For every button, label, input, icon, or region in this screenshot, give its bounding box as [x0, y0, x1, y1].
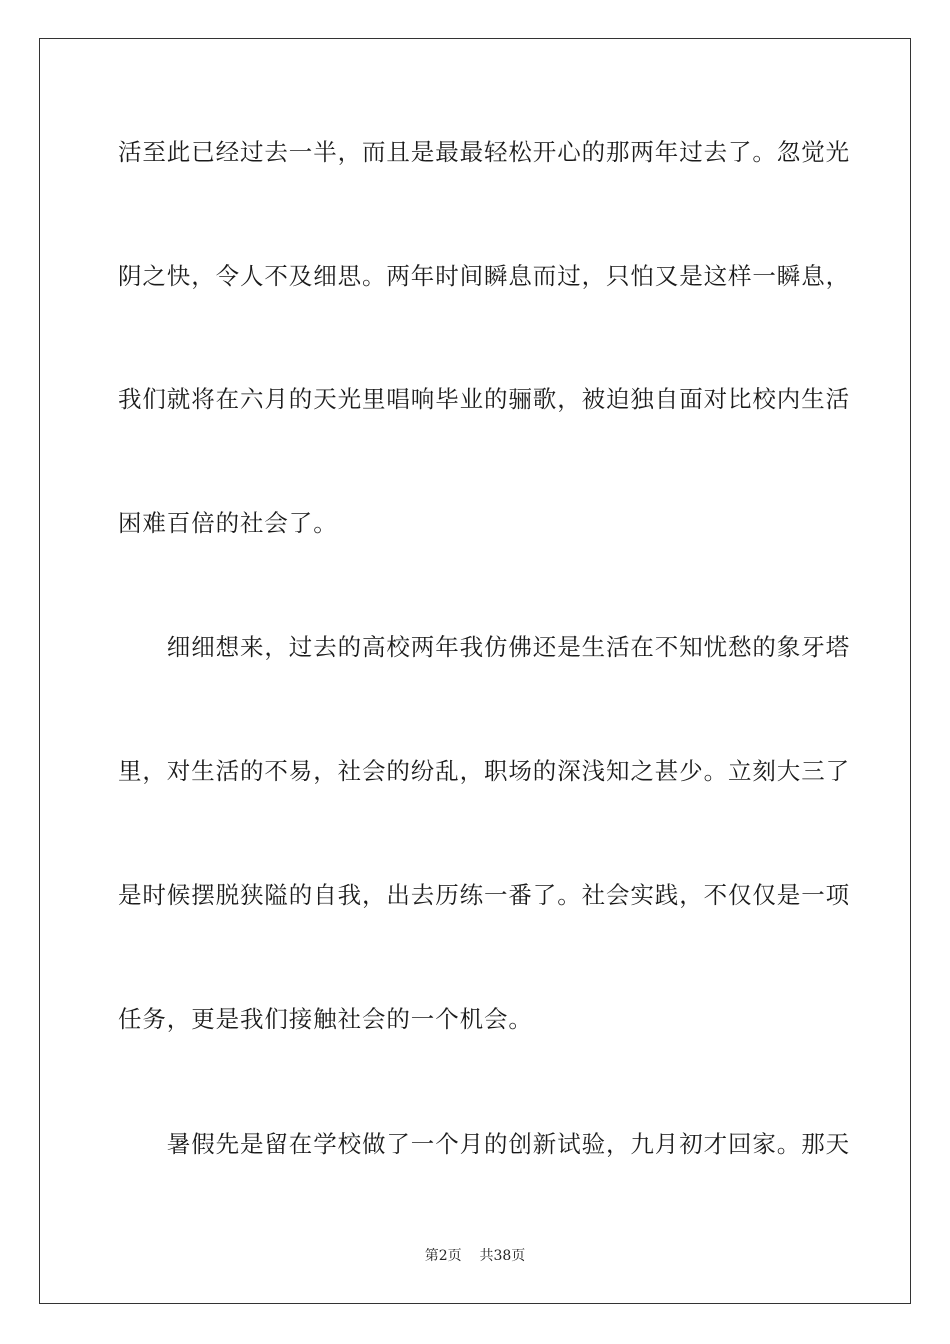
text-line: 细细想来，过去的高校两年我仿佛还是生活在不知忧愁的象牙塔: [118, 633, 850, 661]
text-line: 是时候摆脱狭隘的自我，出去历练一番了。社会实践，不仅仅是一项: [118, 881, 850, 909]
text-line: 阴之快，令人不及细思。两年时间瞬息而过，只怕又是这样一瞬息，: [118, 262, 850, 290]
text-line: 里，对生活的不易，社会的纷乱，职场的深浅知之甚少。立刻大三了: [118, 757, 850, 785]
page-footer: [0, 1246, 950, 1266]
text-line: 暑假先是留在学校做了一个月的创新试验，九月初才回家。那天: [118, 1130, 850, 1158]
text-line: 困难百倍的社会了。: [118, 509, 338, 537]
page-number: 第2页: [424, 1248, 462, 1264]
total-pages: 共38页: [479, 1248, 526, 1264]
text-line: 任务，更是我们接触社会的一个机会。: [118, 1005, 533, 1033]
page-border: [39, 38, 911, 1304]
text-line: 活至此已经过去一半，而且是最最轻松开心的那两年过去了。忽觉光: [118, 138, 850, 166]
text-line: 我们就将在六月的天光里唱响毕业的骊歌，被迫独自面对比校内生活: [118, 385, 850, 413]
